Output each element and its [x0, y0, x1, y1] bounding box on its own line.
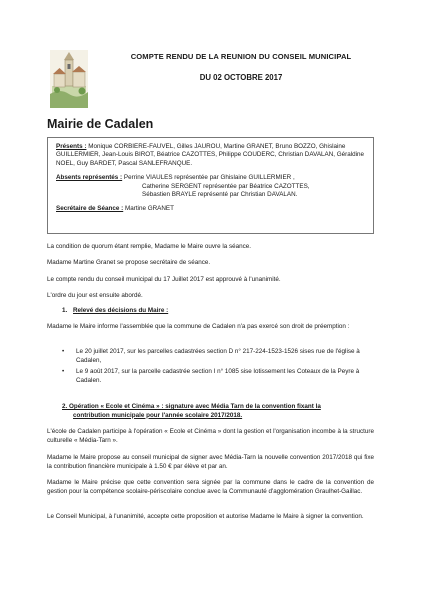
- section-1-number: 1.: [62, 307, 68, 314]
- approval-paragraph: Le compte rendu du conseil municipal du 17 Juillet 2017 est approuvé à l'unanimité.: [47, 276, 281, 283]
- presents-paragraph: [56, 143, 365, 168]
- absents-paragraph: [56, 174, 365, 182]
- secretaire-label: Secrétaire de Séance :: [56, 205, 124, 213]
- absents-line-3: Sébastien BRAYLE représenté par Christian DAVALAN.: [142, 191, 298, 199]
- secretaire-text: Martine GRANET: [123, 205, 174, 213]
- absents-line-1: Perrine VIAULES représentée par Ghislaine GUILLERMIER ,: [122, 174, 295, 182]
- council-decision-paragraph: Le Conseil Municipal, à l'unanimité, accepte cette proposition et autorise Madame le Maire à signer la convention.: [47, 513, 364, 520]
- report-date: DU 02 OCTOBRE 2017: [199, 73, 283, 82]
- preemption-paragraph: Madame le Maire informe l'assemblée que la commune de Cadalen n'a pas exercé son droit de préemption :: [47, 323, 350, 330]
- section-2-heading-line-1: 2. Opération « Ecole et Cinéma » : signature avec Média Tarn de la convention fixant la: [62, 403, 321, 410]
- town-crest-logo: [50, 50, 88, 108]
- report-title: COMPTE RENDU DE LA REUNION DU CONSEIL MUNICIPAL: [130, 52, 352, 61]
- bullet-icon: •: [62, 368, 65, 375]
- secretaire-paragraph: [56, 205, 365, 213]
- ecole-cinema-paragraph: L'école de Cadalen participe à l'opération « Ecole et Cinéma » dont la gestion et l'organisation incombe à la structure culturelle « Média-Tarn ».: [47, 428, 374, 444]
- quorum-paragraph: La condition de quorum étant remplie, Madame le Maire ouvre la séance.: [47, 243, 252, 250]
- convention-proposal-paragraph: Madame le Maire propose au conseil municipal de signer avec Média-Tarn la nouvelle convention 2017/2018 qui fixe la contribution financière municipale à 1.50 € par élève et par an.: [47, 454, 374, 470]
- section-2-heading-line-2: contribution municipale pour l'année scolaire 2017/2018.: [73, 411, 243, 419]
- absents-line-2: Catherine SERGENT représentée par Béatrice CAZOTTES,: [142, 182, 310, 190]
- section-2-heading: [62, 403, 374, 420]
- bullet-icon: •: [62, 348, 65, 355]
- list-item: [62, 348, 362, 365]
- presents-label: Présents :: [56, 143, 87, 150]
- attendance-box: [47, 137, 374, 234]
- list-item-text: Le 9 août 2017, sur la parcelle cadastrée section I n° 1085 sise lotissement les Coteaux de la Peyre à Cadalen.: [76, 368, 360, 384]
- section-1-label: Relevé des décisions du Maire :: [73, 307, 169, 314]
- presents-text: Monique CORBIERE-FAUVEL, Gilles JAUROU, Martine GRANET, Bruno BOZZO, Ghislaine GUILLERMIER, Jean-Louis BIROT, Béatrice CAZOTTES, Philippe COUDERC, Christian DAVALAN, Géraldine NOEL, Guy BARDET, Pascal SANLEFRANQUE.: [56, 143, 365, 167]
- list-item: [62, 368, 362, 385]
- absents-label: Absents représentés :: [56, 174, 123, 182]
- convention-detail-paragraph: Madame le Maire précise que cette convention sera signée par la commune dans le cadre de la convention de gestion pour la compétence scolaire-périscolaire conclue avec la Communauté d'agglomération Graulhet-Gaillac.: [47, 479, 374, 495]
- mairie-heading: Mairie de Cadalen: [47, 117, 154, 131]
- section-1-heading: [62, 307, 168, 314]
- secretary-paragraph: Madame Martine Granet se propose secrétaire de séance.: [47, 259, 211, 266]
- list-item-text: Le 20 juillet 2017, sur les parcelles cadastrées section D n° 217-224-1523-1526 sises rue de l'église à Cadalen,: [76, 348, 360, 364]
- agenda-paragraph: L'ordre du jour est ensuite abordé.: [47, 292, 143, 299]
